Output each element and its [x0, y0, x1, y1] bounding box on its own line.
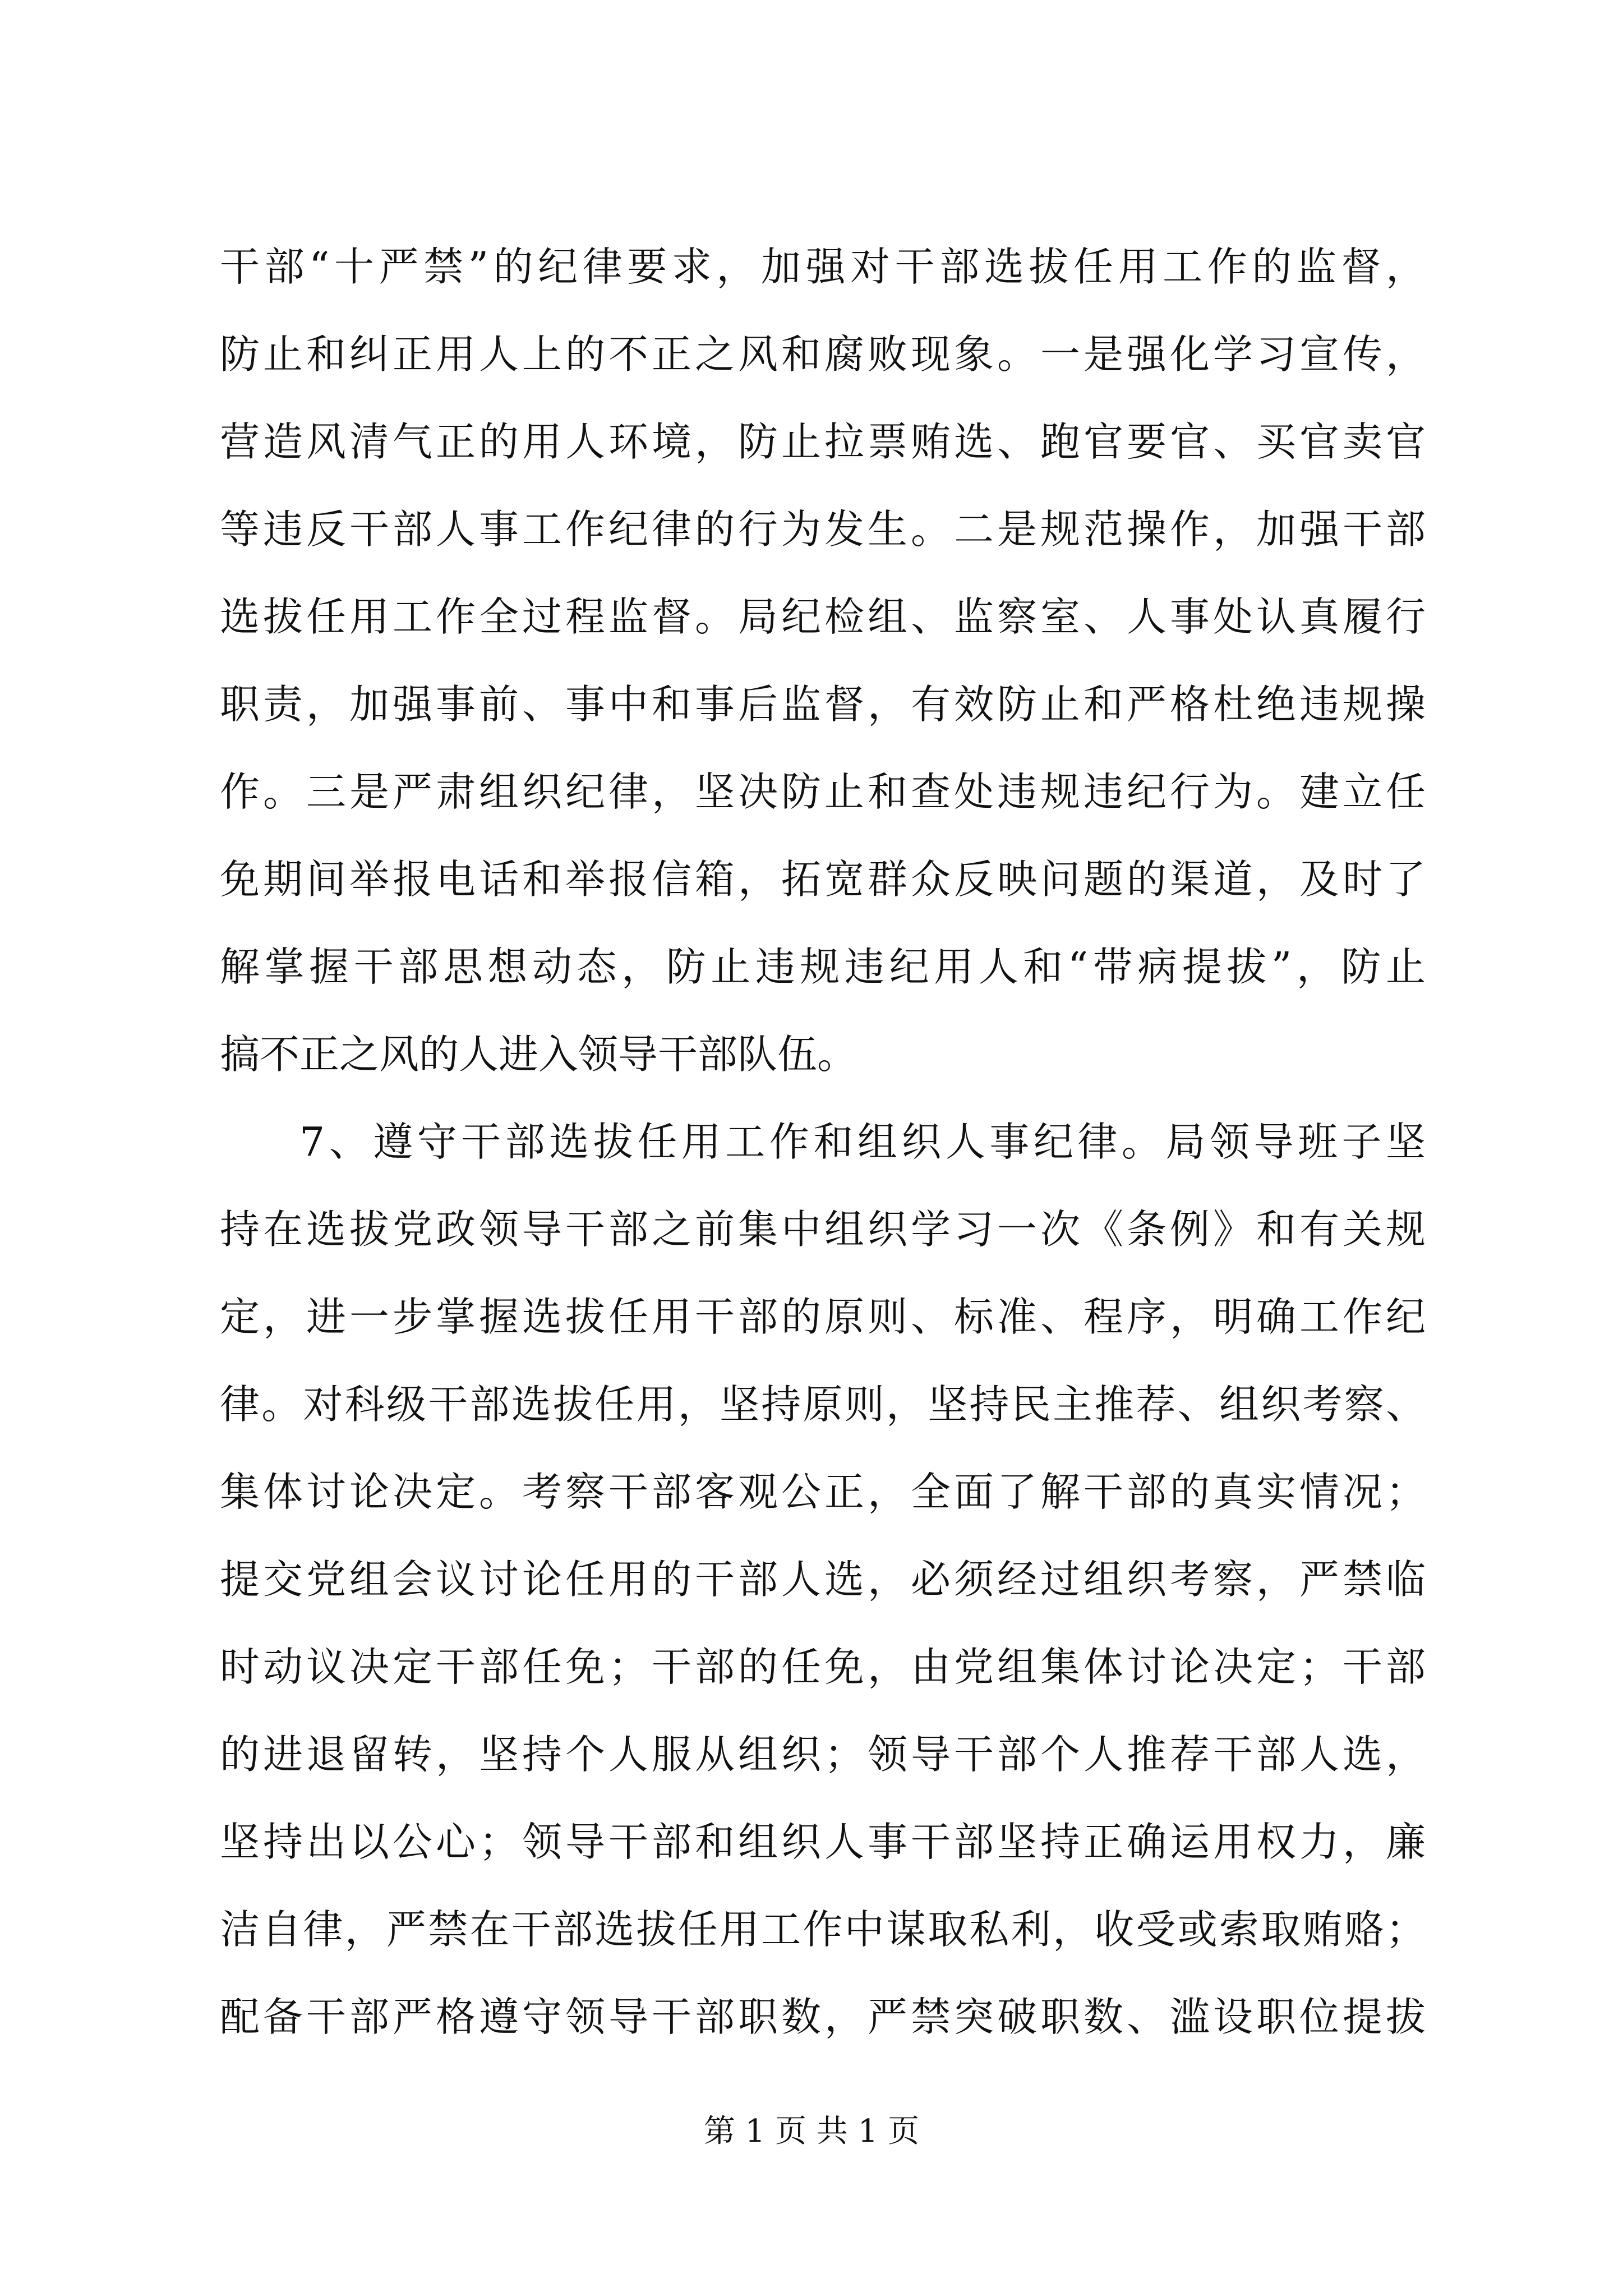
- text-line: 解掌握干部思想动态，防止违规违纪用人和“带病提拔”，防止: [220, 944, 1426, 990]
- text-line: 干部“十严禁”的纪律要求，加强对干部选拔任用工作的监督，: [220, 243, 1426, 290]
- text-line: 7、遵守干部选拔任用工作和组织人事纪律。局领导班子坚: [299, 1119, 1426, 1165]
- text-line: 集体讨论决定。考察干部客观公正，全面了解干部的真实情况；: [220, 1469, 1426, 1515]
- text-line: 定，进一步掌握选拔任用干部的原则、标准、程序，明确工作纪: [220, 1294, 1426, 1340]
- text-line: 提交党组会议讨论任用的干部人选，必须经过组织考察，严禁临: [220, 1556, 1426, 1603]
- page-footer: [0, 2109, 1623, 2154]
- text-line: 搞不正之风的人进入领导干部队伍。: [220, 1031, 857, 1078]
- text-line: 营造风清气正的用人环境，防止拉票贿选、跑官要官、买官卖官: [220, 418, 1426, 465]
- text-line: 作。三是严肃组织纪律，坚决防止和查处违规违纪行为。建立任: [220, 769, 1426, 815]
- text-line: 的进退留转，坚持个人服从组织；领导干部个人推荐干部人选，: [220, 1731, 1426, 1778]
- paragraph-2: [220, 1098, 1426, 2061]
- text-line: 坚持出以公心；领导干部和组织人事干部坚持正确运用权力，廉: [220, 1819, 1426, 1865]
- text-line: 等违反干部人事工作纪律的行为发生。二是规范操作，加强干部: [220, 506, 1426, 553]
- text-line: 洁自律，严禁在干部选拔任用工作中谋取私利，收受或索取贿赂；: [220, 1906, 1426, 1953]
- paragraph-1: [220, 223, 1426, 1098]
- text-line: 选拔任用工作全过程监督。局纪检组、监察室、人事处认真履行: [220, 593, 1426, 640]
- text-line: 职责，加强事前、事中和事后监督，有效防止和严格杜绝违规操: [220, 681, 1426, 728]
- text-line: 时动议决定干部任免；干部的任免，由党组集体讨论决定；干部: [220, 1644, 1426, 1690]
- text-line: 配备干部严格遵守领导干部职数，严禁突破职数、滥设职位提拔: [220, 1994, 1426, 2040]
- text-line: 持在选拔党政领导干部之前集中组织学习一次《条例》和有关规: [220, 1206, 1426, 1253]
- page-number: 第 1 页 共 1 页: [703, 2113, 920, 2150]
- text-line: 防止和纠正用人上的不正之风和腐败现象。一是强化学习宣传，: [220, 331, 1426, 378]
- document-body: [220, 223, 1426, 2061]
- text-line: 免期间举报电话和举报信箱，拓宽群众反映问题的渠道，及时了: [220, 856, 1426, 903]
- text-line: 律。对科级干部选拔任用，坚持原则，坚持民主推荐、组织考察、: [220, 1381, 1426, 1428]
